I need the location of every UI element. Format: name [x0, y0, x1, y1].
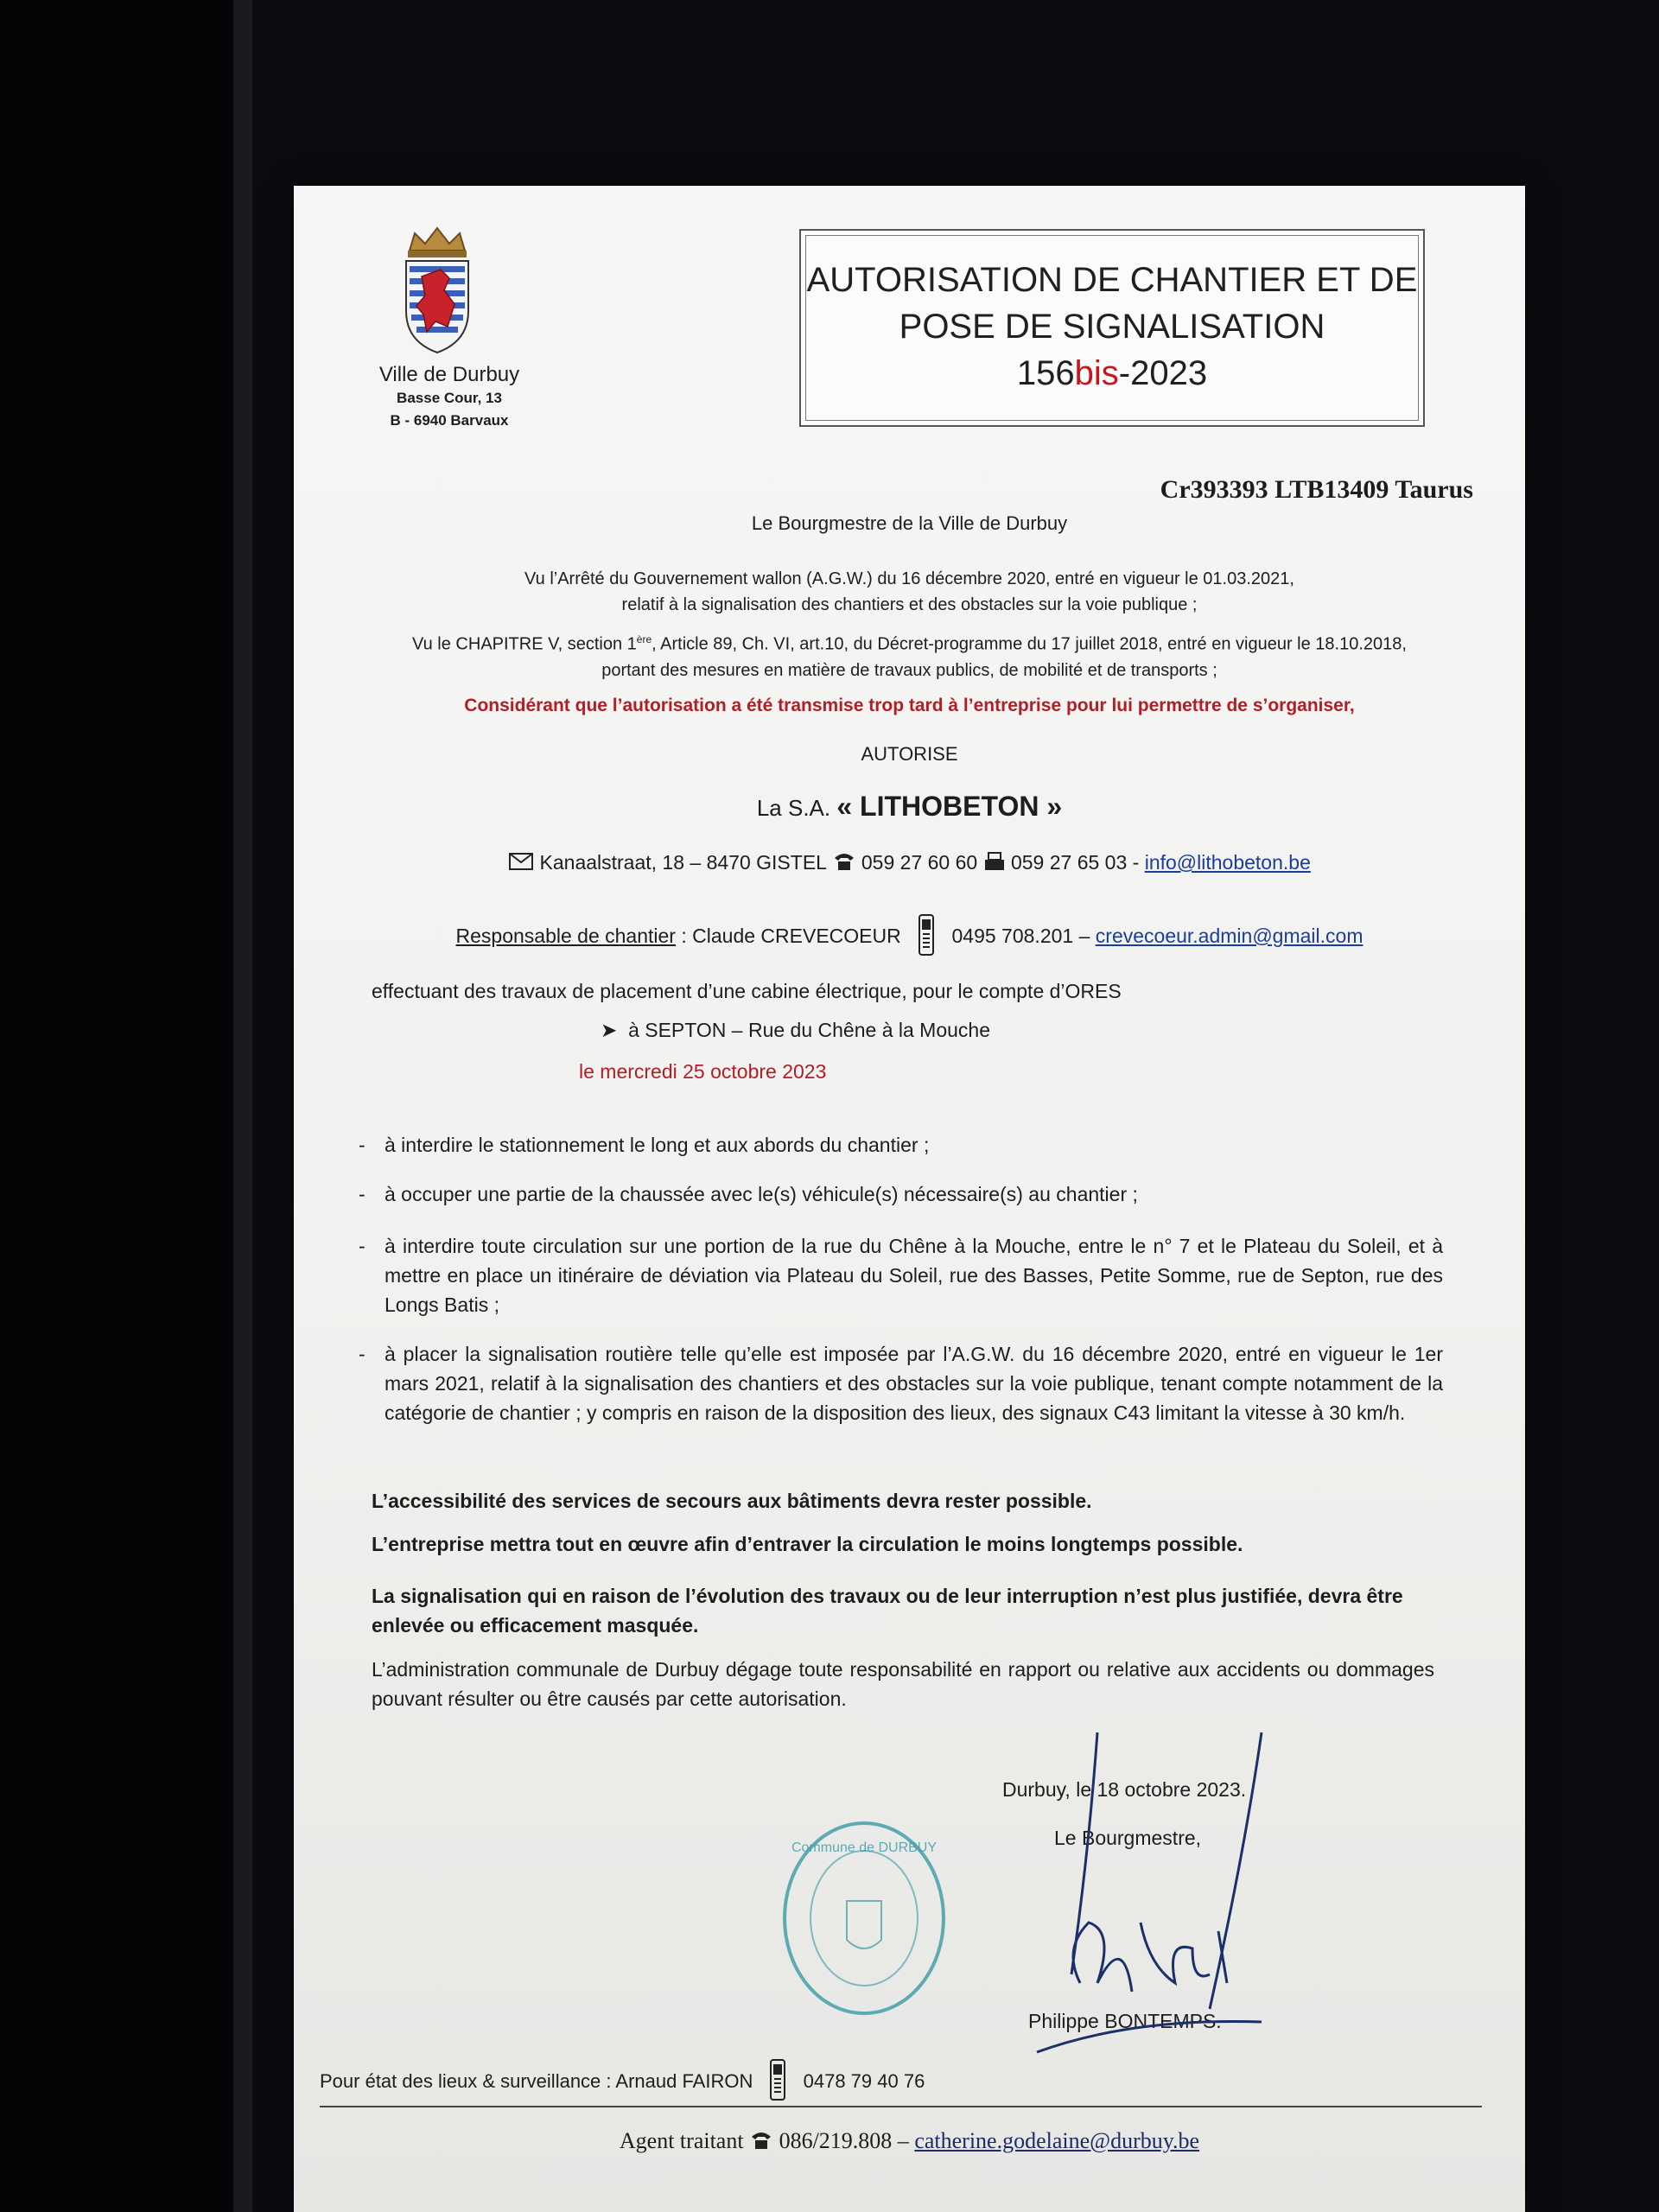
town-name: Ville de Durbuy	[378, 363, 520, 386]
commune-stamp	[765, 1819, 963, 2018]
phone-icon	[832, 851, 856, 877]
site-manager-line: Responsable de chantier : Claude CREVECOEUR 0495 708.201 – crevecoeur.admin@gmail.com	[294, 912, 1525, 963]
title-line-1: AUTORISATION DE CHANTIER ET DE	[806, 261, 1418, 299]
note-traffic: L’entreprise mettra tout en œuvre afin d’entraver la circulation le moins longtemps possible.	[372, 1533, 1243, 1555]
agent-line: Agent traitant 086/219.808 – catherine.godelaine@durbuy.be	[294, 2128, 1525, 2157]
address-line-2: B - 6940 Barvaux	[390, 412, 509, 429]
fax-icon	[983, 851, 1006, 877]
company-name-line: La S.A. « LITHOBETON »	[756, 791, 1063, 822]
agent-email-link[interactable]: catherine.godelaine@durbuy.be	[914, 2128, 1200, 2153]
mayor-line: Le Bourgmestre de la Ville de Durbuy	[751, 512, 1068, 534]
mobile-phone-icon	[917, 912, 936, 963]
mobile-phone-icon	[768, 2056, 787, 2108]
address-line-1: Basse Cour, 13	[397, 390, 502, 406]
authorization-number: 156bis-2023	[1016, 354, 1208, 392]
legal-basis-1: Vu l’Arrêté du Gouvernement wallon (A.G.W.) du 16 décembre 2020, entré en vigueur le 01.03.2021, relatif à la signalisation des chantiers et des obstacles sur la voie publique ;	[524, 569, 1294, 614]
background-left	[0, 0, 233, 2212]
title-box	[799, 229, 1425, 427]
surveillance-line: Pour état des lieux & surveillance : Arnaud FAIRON 0478 79 40 76	[320, 2056, 925, 2108]
handwritten-signature	[1002, 1724, 1331, 2069]
footer-divider	[320, 2106, 1482, 2107]
autorise-heading: AUTORISE	[861, 743, 958, 765]
town-address-block	[346, 363, 553, 432]
legal-basis-2: Vu le CHAPITRE V, section 1ère, Article 89, Ch. VI, art.10, du Décret-programme du 17 juillet 2018, entré en vigueur le 18.10.2018, portant des mesures en matière de travaux publics, de mobilité et de transports ;	[412, 633, 1407, 680]
works-date: le mercredi 25 octobre 2023	[579, 1060, 827, 1083]
document-sheet: Ville de Durbuy Basse Cour, 13 B - 6940 Barvaux AUTORISATION DE CHANTIER ET DE POSE DE SIGNALISATION 156bis-2023 Cr393393 LTB13409 Taurus Le Bourgmestre de la Ville de Durbuy Vu l’Arrêté du Gouvernement wallon (A.G.W.) du 16 décembre 2020, entré en vigueur le 01.03.2021, relatif à la signalisation des chantiers et des obstacles sur la voie publique ; Vu le CHAPITRE V, section 1ère, Article 89, Ch. VI, art.10, du Décret-programme du 17 juillet 2018, entré en vigueur le 18.10.2018, portant des mesures en matière de travaux publics, de mobilité et de transports ; Considérant que l’autorisation a été transmise trop tard à l’entreprise pour lui permettre de s’organiser, AUTORISE La S.A. « LITHOBETON » Kanaalstraat, 18 – 8470 GISTEL 059 27 60 60 059 27 65 03 - info@lithobeton.be Responsable de chantier : Claude CREVECOEUR 0495 708.201 – crevecoeur.admin@gmail.com effectuant des travaux de placement d’une cabine électrique, pour le compte d’ORES ➤ à SEPTON – Rue du Chêne à la Mouche le mercredi 25 octobre 2023 - à interdire le stationnement le long et aux abords du chantier ; - à occuper une partie de la chaussée avec le(s) véhicule(s) nécessaire(s) au chantier ; - à interdire toute circulation sur une portion de la rue du Chêne à la Mouche, entre le n° 7 et le Plateau du Soleil, et à mettre en place un itinéraire de déviation via Plateau du Soleil, rue des Basses, Petite Somme, rue de Septon, rue des Longs Batis ; - à placer la signalisation routière telle qu’elle est imposée par l’A.G.W. du 16 décembre 2020, entré en vigueur le 1er mars 2021, relatif à la signalisation des chantiers et des obstacles sur la voie publique, tenant compte notamment de la catégorie de chantier ; y compris en raison de la disposition des lieux, des signaux C43 limitant la vitesse à 30 km/h. L’accessibilité des services de secours aux bâtiments devra rester possible. L’entreprise mettra tout en œuvre afin d’entraver la circulation le moins longtemps possible. La signalisation qui en raison de l’évolution des travaux ou de leur interruption n’est plus justifiée, devra être enlevée ou efficacement masquée. L’administration communale de Durbuy dégage toute responsabilité en rapport ou relative aux accidents ou dommages pouvant résulter ou être causés par cette autorisation. Durbuy, le 18 octobre 2023. Le Bourgmestre, Philippe BONTEMPS. Commune de DURBUY Pour état des lieux & surveillance : Arnaud FAIRON 0478 79 40 76 Agent traitant 086/219.808 – catherine.godelaine@durbuy.be	[294, 186, 1525, 2212]
considerant-line: Considérant que l’autorisation a été transmise trop tard à l’entreprise pour lui permettre de s’organiser,	[464, 696, 1355, 715]
note-signage: La signalisation qui en raison de l’évolution des travaux ou de leur interruption n’est plus justifiée, devra être enlevée ou efficacement masquée.	[372, 1585, 1403, 1637]
works-location: ➤ à SEPTON – Rue du Chêne à la Mouche	[601, 1019, 990, 1041]
works-description: effectuant des travaux de placement d’une cabine électrique, pour le compte d’ORES	[372, 980, 1122, 1002]
signatory-name: Philippe BONTEMPS.	[1028, 2010, 1222, 2032]
arrow-bullet-icon: ➤	[601, 1019, 618, 1041]
frame-edge	[233, 0, 252, 2212]
site-manager-email-link[interactable]: crevecoeur.admin@gmail.com	[1095, 925, 1363, 948]
reference-code: Cr393393 LTB13409 Taurus	[1160, 475, 1473, 504]
title-line-2: POSE DE SIGNALISATION	[899, 308, 1325, 346]
svg-text:Commune de DURBUY: Commune de DURBUY	[791, 1840, 938, 1855]
durbuy-crest-logo	[397, 225, 477, 354]
signatory-role: Le Bourgmestre,	[1054, 1827, 1202, 1849]
note-liability: L’administration communale de Durbuy dégage toute responsabilité en rapport ou relative aux accidents ou dommages pouvant résulter ou être causés par cette autorisation.	[372, 1658, 1434, 1710]
mail-icon	[508, 851, 534, 877]
note-emergency-access: L’accessibilité des services de secours aux bâtiments devra rester possible.	[372, 1490, 1092, 1512]
phone-icon	[749, 2130, 773, 2157]
company-email-link[interactable]: info@lithobeton.be	[1144, 851, 1311, 874]
company-contact-line: Kanaalstraat, 18 – 8470 GISTEL 059 27 60 60 059 27 65 03 - info@lithobeton.be	[294, 851, 1525, 877]
place-date: Durbuy, le 18 octobre 2023.	[1002, 1778, 1247, 1801]
